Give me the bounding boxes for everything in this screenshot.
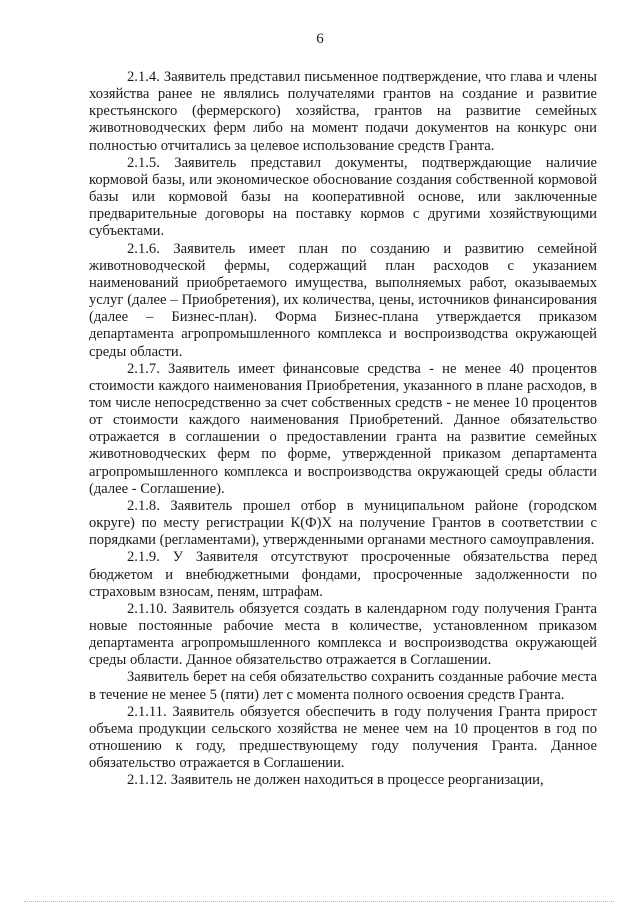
scan-edge-noise (24, 898, 614, 902)
paragraph-2-1-6: 2.1.6. Заявитель имеет план по созданию и развитию семейной животноводческой фермы, содержащий план расходов с указанием наименований приобретаемого имущества, выполняемых работ, оказываемых услуг (далее – Приобретения), их количества, цены, источников финансирования (далее – Бизнес-план). Форма Бизнес-плана утверждается приказом департамента агропромышленного комплекса и воспроизводства окружающей среды области. (89, 240, 597, 360)
paragraph-2-1-7: 2.1.7. Заявитель имеет финансовые средства - не менее 40 процентов стоимости каждого наименования Приобретения, указанного в плане расходов, в том числе непосредственно за счет собственных средств - не менее 10 процентов от стоимости каждого наименования Приобретений. Данное обязательство отражается в соглашении о предоставлении гранта на развитие семейных животноводческих ферм по форме, утвержденной приказом департамента агропромышленного комплекса и воспроизводства окружающей среды области (далее - Соглашение). (89, 360, 597, 497)
paragraph-2-1-11: 2.1.11. Заявитель обязуется обеспечить в году получения Гранта прирост объема продукции сельского хозяйства не менее чем на 10 процентов в год по отношению к году, предшествующему году получения Гранта. Данное обязательство отражается в Соглашении. (89, 703, 597, 772)
paragraph-workplaces-obligation: Заявитель берет на себя обязательство сохранить созданные рабочие места в течение не менее 5 (пяти) лет с момента полного освоения средств Гранта. (89, 669, 597, 703)
paragraph-2-1-4: 2.1.4. Заявитель представил письменное подтверждение, что глава и члены хозяйства ранее не являлись получателями грантов на создание и развитие крестьянского (фермерского) хозяйства, грантов на развитие семейных животноводческих ферм либо на момент подачи документов на конкурс они полностью отчитались за целевое использование средств Гранта. (89, 69, 597, 154)
paragraph-2-1-9: 2.1.9. У Заявителя отсутствуют просроченные обязательства перед бюджетом и внебюджетными фондами, просроченные задолженности по страховым взносам, пеням, штрафам. (89, 549, 597, 600)
page-number: 6 (316, 31, 324, 47)
paragraph-2-1-8: 2.1.8. Заявитель прошел отбор в муниципальном районе (городском округе) по месту регистрации К(Ф)Х на получение Грантов в соответствии с порядками (регламентами), утвержденными органами местного самоуправления. (89, 497, 597, 549)
paragraph-2-1-12: 2.1.12. Заявитель не должен находиться в процессе реорганизации, (127, 772, 544, 789)
paragraph-2-1-5: 2.1.5. Заявитель представил документы, подтверждающие наличие кормовой базы, или экономическое обоснование создания собственной кормовой базы или кормовой базы на кооперативной основе, или заключенные предварительные договоры на поставку кормов с другими хозяйствующими субъектами. (89, 154, 597, 240)
document-body (89, 69, 597, 790)
paragraph-2-1-10: 2.1.10. Заявитель обязуется создать в календарном году получения Гранта новые постоянные рабочие места в количестве, установленном приказом департамента агропромышленного комплекса и воспроизводства окружающей среды области. Данное обязательство отражается в Соглашении. (89, 600, 597, 669)
